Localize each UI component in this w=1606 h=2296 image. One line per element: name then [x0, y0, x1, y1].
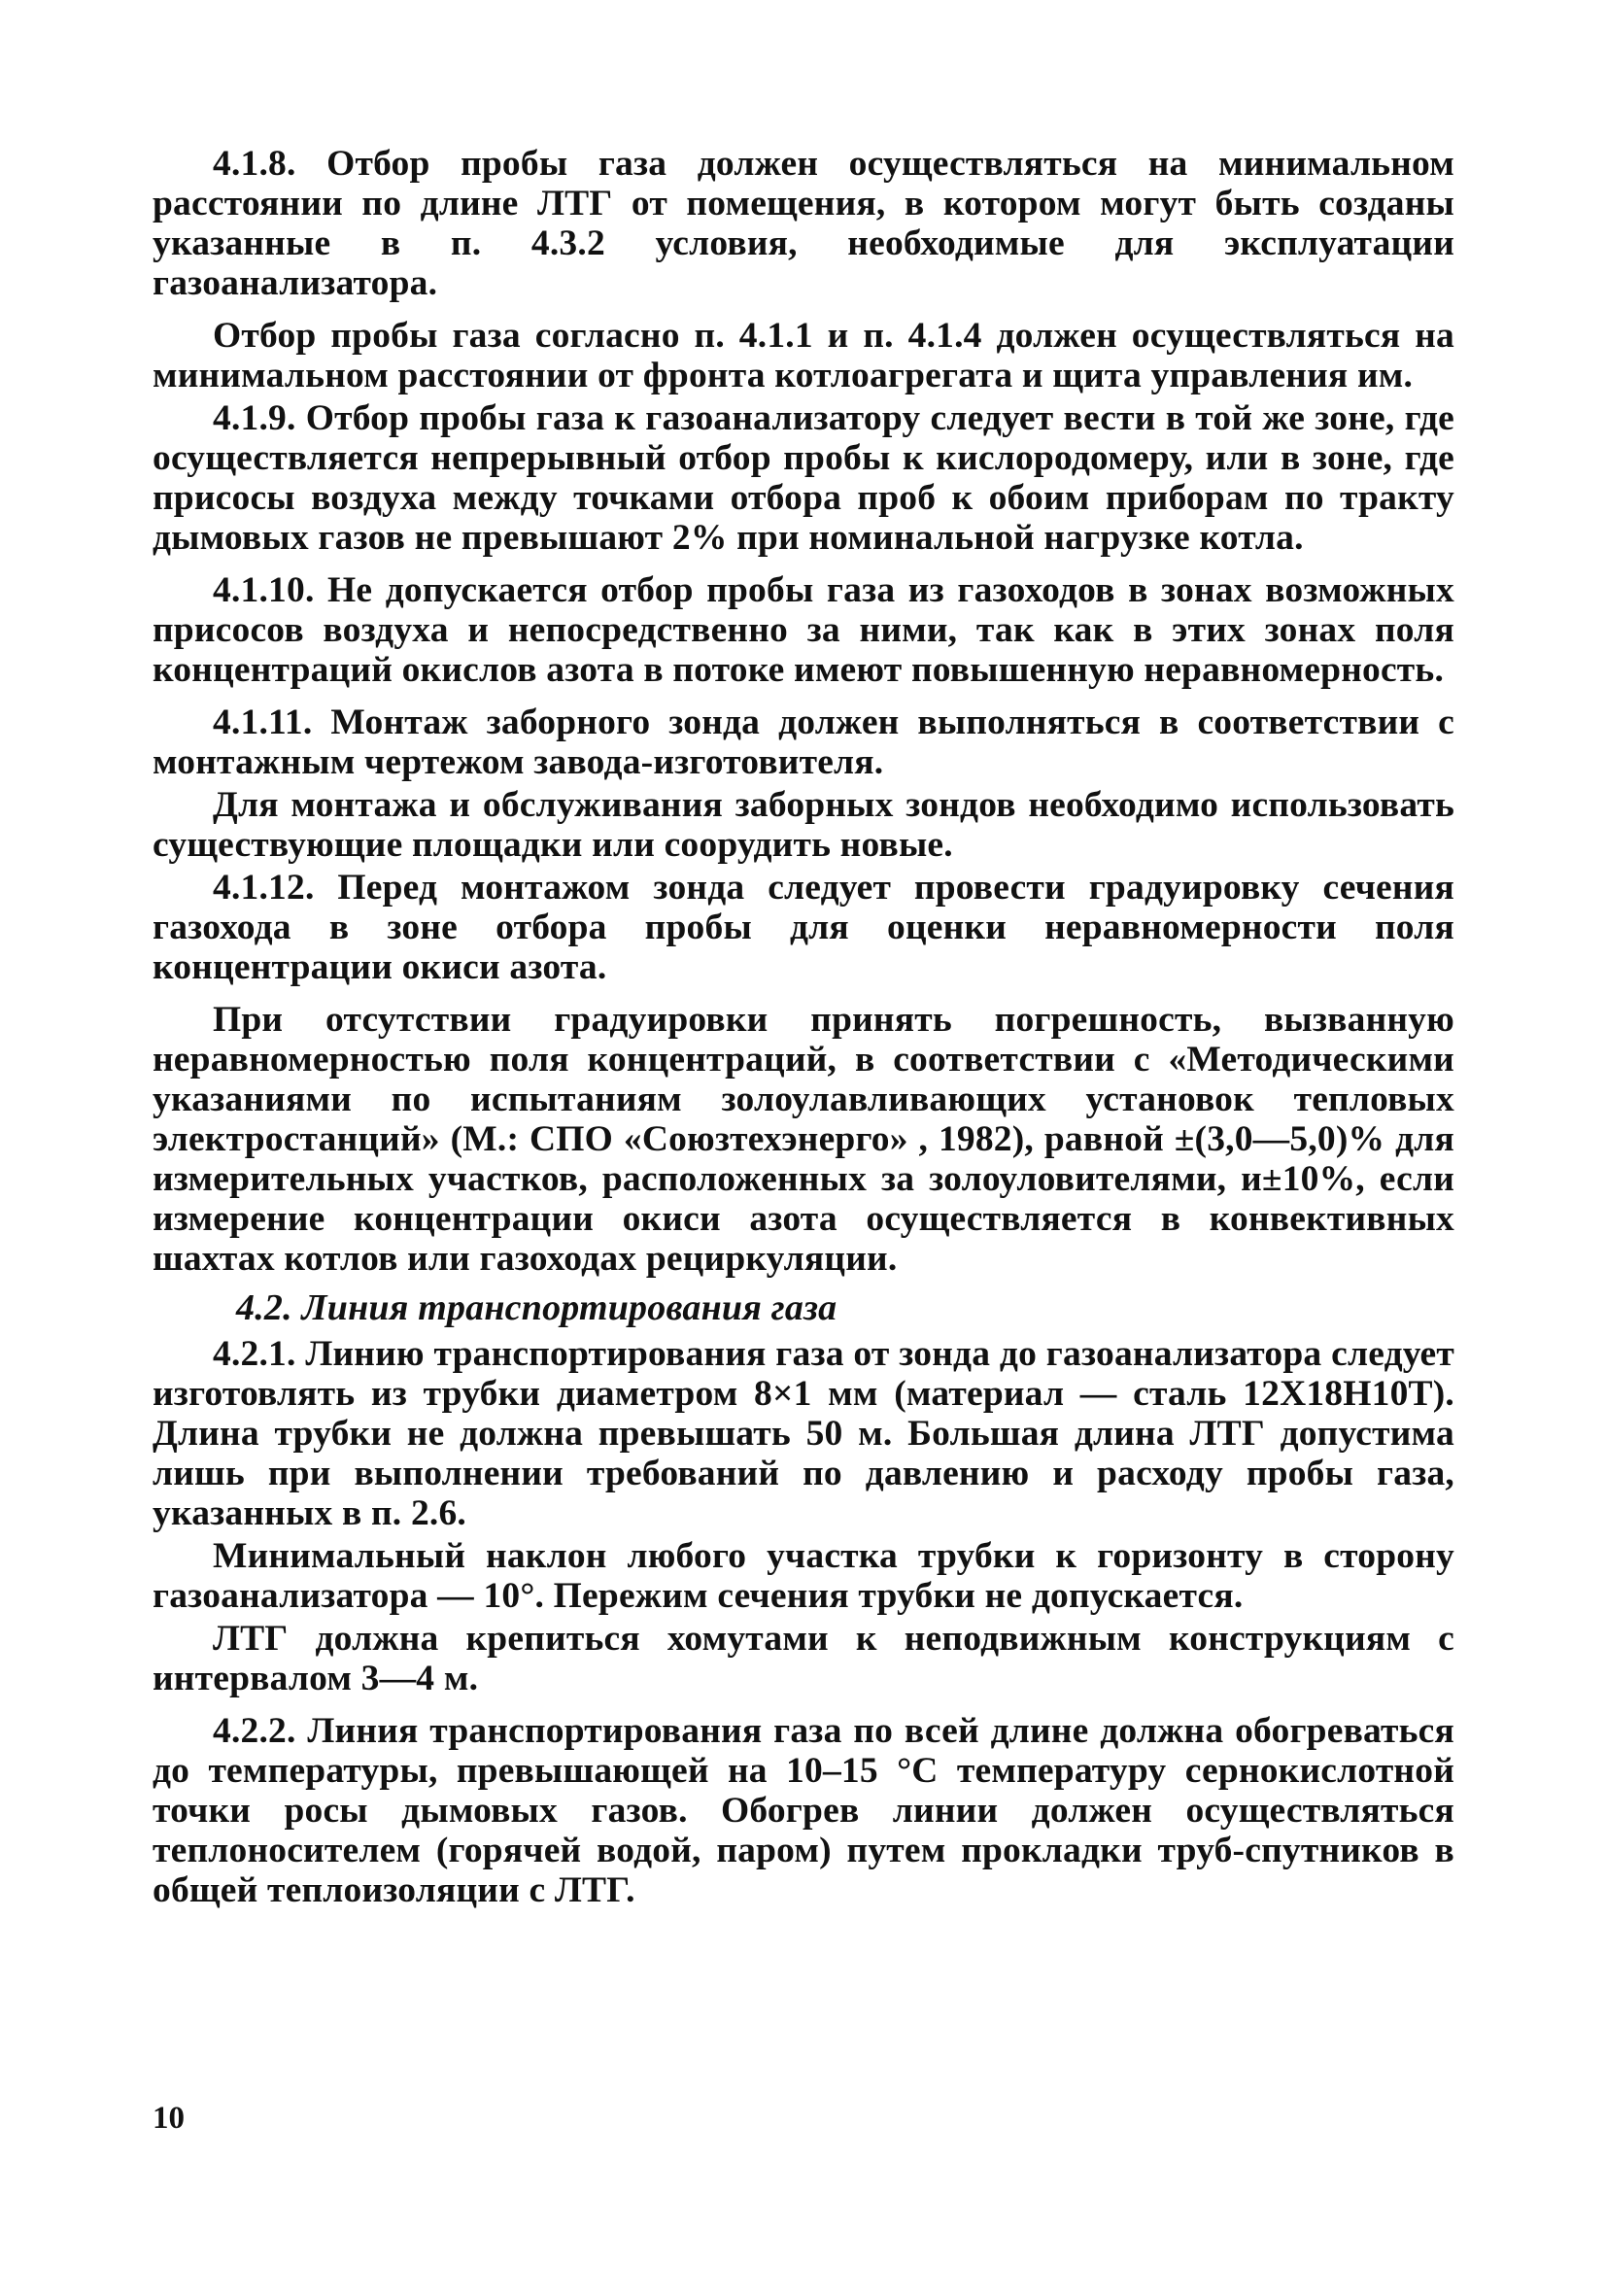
paragraph-tube-slope: Минимальный наклон любого участка трубки к горизонту в сторону газоанализатора — 10°. Пережим сечения трубки не допускается.	[153, 1536, 1454, 1616]
section-heading-4-2: 4.2. Линия транспортирования газа	[236, 1287, 837, 1328]
paragraph-4-1-8: 4.1.8. Отбор пробы газа должен осуществляться на минимальном расстоянии по длине ЛТГ от помещения, в котором могут быть созданы указанные в п. 4.3.2 условия, необходимые для эксплуатации газоанализатора.	[153, 144, 1454, 303]
page-number: 10	[153, 2101, 185, 2136]
paragraph-4-1-9: 4.1.9. Отбор пробы газа к газоанализатору следует вести в той же зоне, где осуществляется непрерывный отбор пробы к кислородомеру, или в зоне, где присосы воздуха между точками отбора проб к обоим приборам по тракту дымовых газов не превышают 2% при номинальной нагрузке котла.	[153, 398, 1454, 558]
paragraph-4-1-10: 4.1.10. Не допускается отбор пробы газа из газоходов в зонах возможных присосов воздуха и непосредственно за ними, так как в этих зонах поля концентраций окислов азота в потоке имеют повышенную неравномерность.	[153, 570, 1454, 690]
paragraph-sampling-distance: Отбор пробы газа согласно п. 4.1.1 и п. 4.1.4 должен осуществляться на минимальном расстоянии от фронта котлоагрегата и щита управления им.	[153, 316, 1454, 395]
paragraph-tube-mounting: ЛТГ должна крепиться хомутами к неподвижным конструкциям с интервалом 3—4 м.	[153, 1619, 1454, 1698]
paragraph-4-2-1: 4.2.1. Линию транспортирования газа от зонда до газоанализатора следует изготовлять из трубки диаметром 8×1 мм (материал — сталь 12Х18Н10Т). Длина трубки не должна превышать 50 м. Большая длина ЛТГ допустима лишь при выполнении требований по давлению и расходу пробы газа, указанных в п. 2.6.	[153, 1334, 1454, 1533]
paragraph-calibration-error: При отсутствии градуировки принять погрешность, вызванную неравномерностью поля концентраций, в соответствии с «Методическими указаниями по испытаниям золоулавливающих установок тепловых электростанций» (М.: СПО «Союзтехэнерго» , 1982), равной ±(3,0—5,0)% для измерительных участков, расположенных за золоуловителями, и±10%, если измерение концентрации окиси азота осуществляется в конвективных шахтах котлов или газоходах рециркуляции.	[153, 1000, 1454, 1279]
paragraph-4-1-12: 4.1.12. Перед монтажом зонда следует провести градуировку сечения газохода в зоне отбора пробы для оценки неравномерности поля концентрации окиси азота.	[153, 868, 1454, 987]
paragraph-probe-platforms: Для монтажа и обслуживания заборных зондов необходимо использовать существующие площадки или соорудить новые.	[153, 785, 1454, 865]
document-page	[153, 144, 1454, 1923]
paragraph-4-1-11: 4.1.11. Монтаж заборного зонда должен выполняться в соответствии с монтажным чертежом завода-изготовителя.	[153, 703, 1454, 782]
paragraph-4-2-2: 4.2.2. Линия транспортирования газа по всей длине должна обогреваться до температуры, превышающей на 10–15 °С температуру сернокислотной точки росы дымовых газов. Обогрев линии должен осуществляться теплоносителем (горячей водой, паром) путем прокладки труб-спутников в общей теплоизоляции с ЛТГ.	[153, 1711, 1454, 1910]
